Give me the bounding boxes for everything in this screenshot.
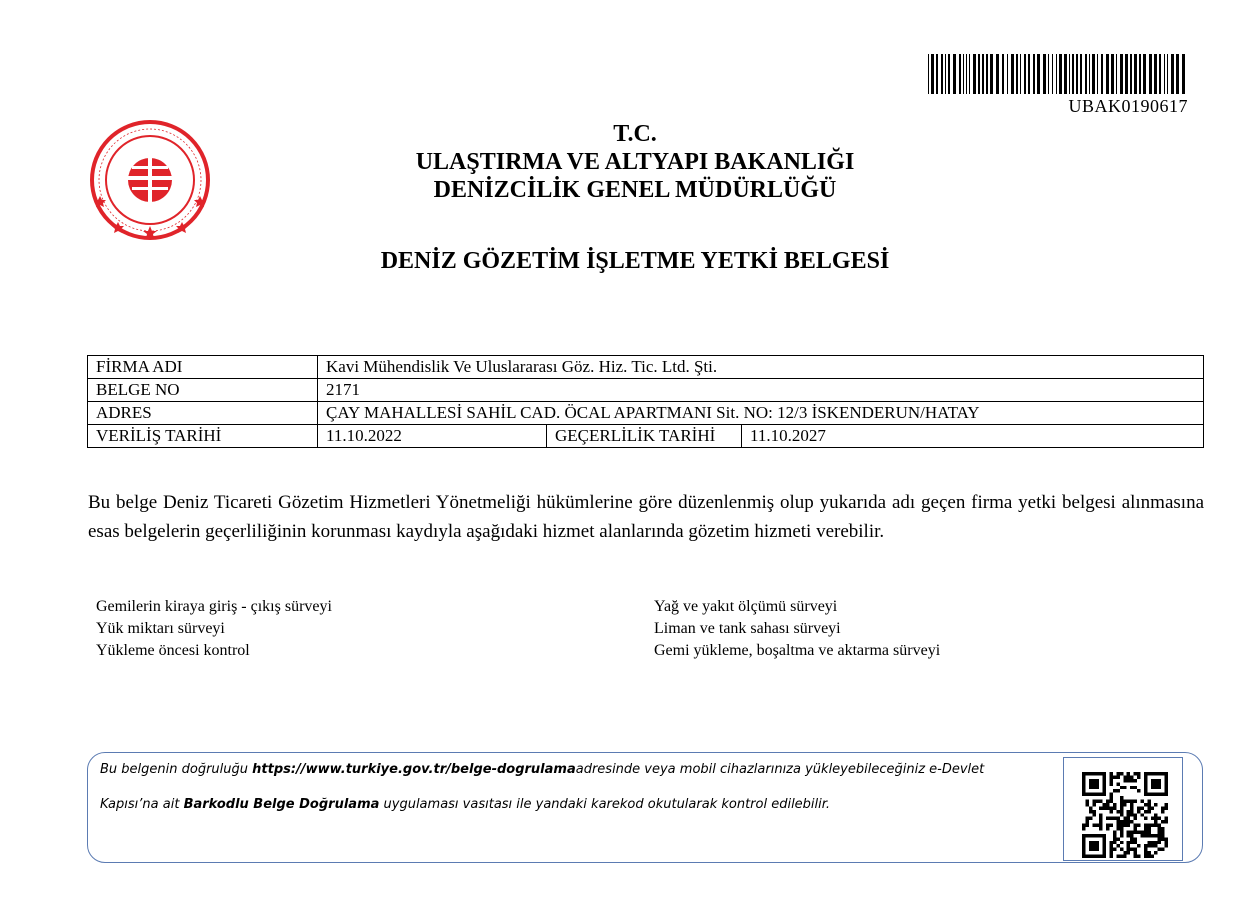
table-row [88,425,1204,448]
table-row [88,356,1204,379]
document-title: DENİZ GÖZETİM İŞLETME YETKİ BELGESİ [380,248,890,274]
certificate-number-value: 2171 [318,379,1204,402]
verification-line-2 [100,797,830,812]
verification-box [87,752,1203,863]
verification-text: Bu belgenin doğruluğu [100,762,253,777]
verification-link[interactable]: https://www.turkiye.gov.tr/belge-dogrulama [252,762,576,777]
header-state: T.C. [613,121,657,147]
intro-paragraph: Bu belge Deniz Ticareti Gözetim Hizmetleri Yönetmeliği hükümlerine göre düzenlenmiş olup yukarıda adı geçen firma yetki belgesi alınmasına esas belgelerin geçerliliğinin korunması kaydıyla aşağıdaki hizmet alanlarında gözetim hizmeti verebilir. [88,492,1204,542]
validity-date-value: 11.10.2027 [742,425,1204,448]
services-left-list [96,596,332,662]
document-code: UBAK0190617 [1068,96,1188,116]
qr-code-icon [1082,772,1168,858]
list-item: Yük miktarı sürveyi [96,620,225,637]
verification-text: uygulaması vasıtası ile yandaki karekod okutularak kontrol edilebilir. [379,797,831,812]
list-item: Gemilerin kiraya giriş - çıkış sürveyi [96,598,332,615]
services-right-list [654,596,940,662]
qr-code-frame [1063,757,1183,861]
issue-date-label: VERİLİŞ TARİHİ [88,425,318,448]
issue-date-value: 11.10.2022 [318,425,547,448]
list-item: Yükleme öncesi kontrol [96,642,250,659]
table-row [88,402,1204,425]
header-directorate: DENİZCİLİK GENEL MÜDÜRLÜĞÜ [433,177,837,203]
address-label: ADRES [88,402,318,425]
verification-app-name: Barkodlu Belge Doğrulama [183,797,380,812]
list-item: Liman ve tank sahası sürveyi [654,620,841,637]
verification-text: Kapısı’na ait [100,797,184,812]
ministry-seal-icon [88,118,212,242]
list-item: Yağ ve yakıt ölçümü sürveyi [654,598,838,615]
header-ministry: ULAŞTIRMA VE ALTYAPI BAKANLIĞI [415,149,855,175]
company-label: FİRMA ADI [88,356,318,379]
address-value: ÇAY MAHALLESİ SAHİL CAD. ÖCAL APARTMANI Sit. NO: 12/3 İSKENDERUN/HATAY [318,402,1204,425]
certificate-number-label: BELGE NO [88,379,318,402]
verification-line-1 [100,762,984,777]
list-item: Gemi yükleme, boşaltma ve aktarma sürveyi [654,642,941,659]
barcode-icon [928,54,1188,94]
validity-date-label: GEÇERLİLİK TARİHİ [547,425,742,448]
certificate-info-table [87,355,1204,448]
verification-text: adresinde veya mobil cihazlarınıza yükleyebileceğiniz e-Devlet [575,762,985,777]
table-row [88,379,1204,402]
company-value: Kavi Mühendislik Ve Uluslararası Göz. Hiz. Tic. Ltd. Şti. [318,356,1204,379]
